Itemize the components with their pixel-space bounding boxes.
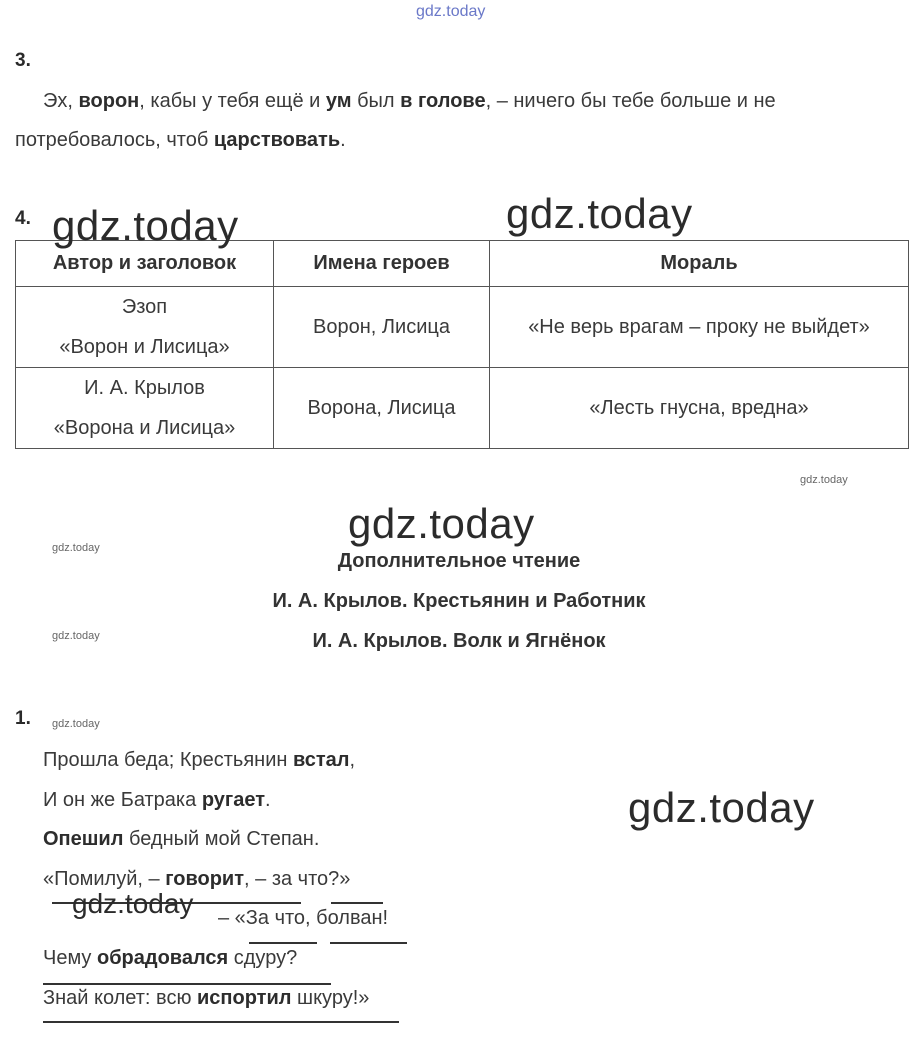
section-title: Дополнительное чтение [337, 550, 581, 572]
task-4-number: 4. [15, 208, 31, 229]
watermark-big: gdz.today [628, 784, 815, 831]
cell-moral: «Не верь врагам – проку не выйдет» [490, 287, 909, 368]
watermark-big: gdz.today [506, 190, 693, 237]
watermark-medium: gdz.today [72, 888, 194, 919]
cell-heroes: Ворона, Лисица [274, 368, 490, 449]
watermark-big: gdz.today [348, 500, 535, 547]
cell-author: Эзоп [121, 296, 168, 318]
underline-mark [249, 942, 317, 944]
watermark-small: gdz.today [52, 630, 100, 642]
cell-author-title [16, 368, 274, 449]
cell-author: И. А. Крылов [84, 377, 205, 399]
cell-moral: «Лесть гнусна, вредна» [490, 368, 909, 449]
watermark-big: gdz.today [52, 202, 239, 249]
poem-line-3: Опешил бедный мой Степан. [43, 828, 320, 850]
header-moral: Мораль [490, 241, 909, 287]
cell-title: «Ворон и Лисица» [59, 336, 230, 358]
cell-author-title [16, 287, 274, 368]
poem-line-5: – «За что, болван! [218, 907, 389, 929]
poem-line-7: Знай колет: всю испортил шкуру!» [43, 987, 370, 1009]
header-heroes: Имена героев [274, 241, 490, 287]
heroes-table [15, 240, 909, 449]
cell-heroes: Ворон, Лисица [274, 287, 490, 368]
section-subtitle-1: И. А. Крылов. Крестьянин и Работник [272, 590, 646, 612]
poem-line-1: Прошла беда; Крестьянин встал, [43, 749, 356, 771]
poem-line-2: И он же Батрака ругает. [43, 789, 271, 811]
task-3-line-1: Эх, ворон, кабы у тебя ещё и ум был в голове, – ничего бы тебе больше и не [43, 90, 776, 112]
underline-mark [331, 902, 383, 904]
poem-line-6: Чему обрадовался сдуру? [43, 947, 298, 969]
header-author-title: Автор и заголовок [16, 241, 274, 287]
underline-mark [43, 983, 331, 985]
section-subtitle-2: И. А. Крылов. Волк и Ягнёнок [312, 630, 606, 652]
watermark-small: gdz.today [800, 474, 848, 486]
task-3-number: 3. [15, 50, 31, 71]
watermark-top: gdz.today [416, 3, 486, 20]
table-row [16, 287, 909, 368]
task-1-number: 1. [15, 708, 31, 729]
task-3-line-2: потребовалось, чтоб царствовать. [15, 129, 346, 151]
underline-mark [330, 942, 407, 944]
underline-mark [43, 1021, 399, 1023]
watermark-small: gdz.today [52, 718, 100, 730]
table-row [16, 368, 909, 449]
poem-line-4: «Помилуй, – говорит, – за что?» [43, 868, 351, 890]
cell-title: «Ворона и Лисица» [53, 417, 236, 439]
watermark-small: gdz.today [52, 542, 100, 554]
